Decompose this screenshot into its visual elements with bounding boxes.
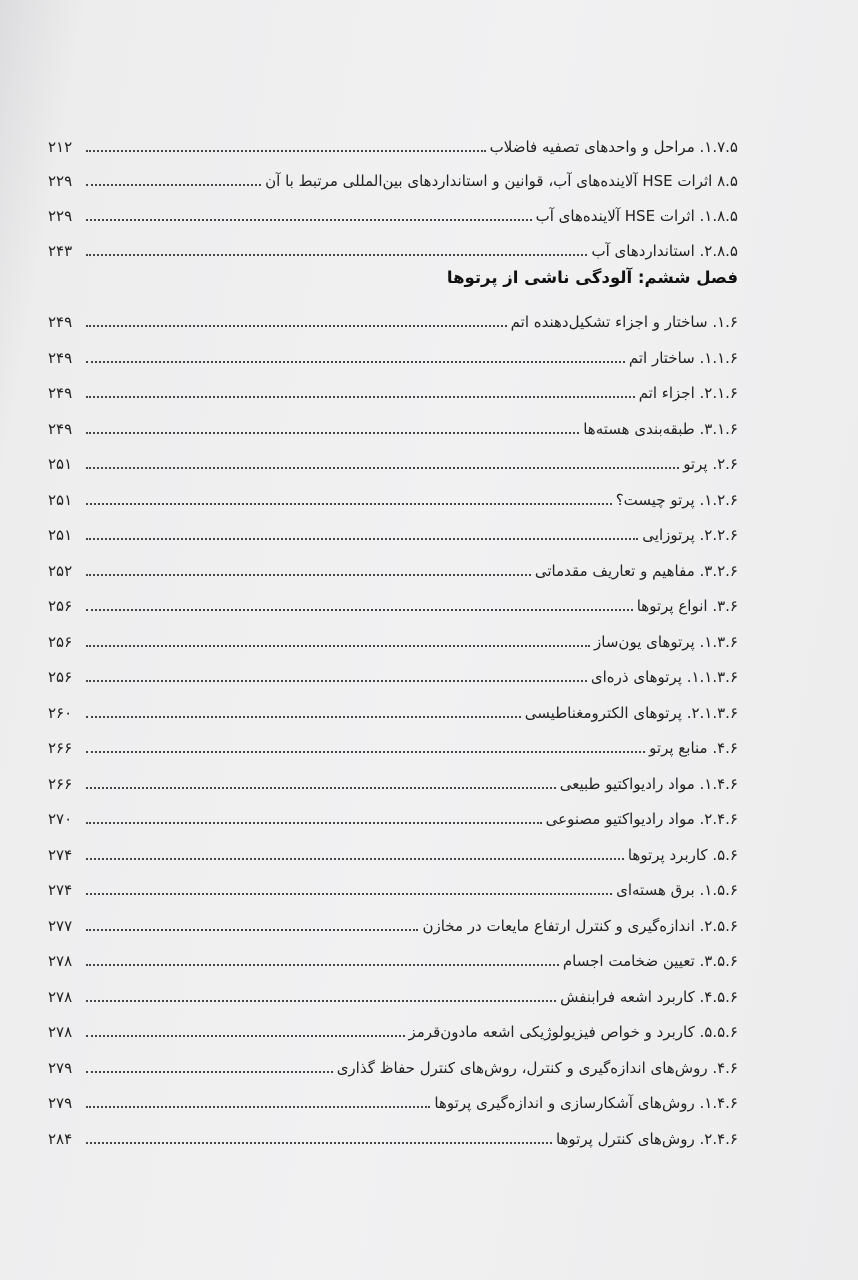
- toc-entry-title: ۴.۵.۶. کاربرد اشعه فرابنفش: [560, 988, 738, 1006]
- toc-entry-page: ۲۷۸: [48, 1023, 73, 1041]
- toc-entry: [48, 232, 738, 262]
- dot-leader: [86, 787, 556, 789]
- toc-entry-page: ۲۵۶: [48, 668, 73, 686]
- dot-leader: [86, 1142, 552, 1144]
- toc-entry-page: ۲۷۴: [48, 881, 73, 899]
- toc-entry-title: ۲.۵.۶. اندازه‌گیری و کنترل ارتفاع مایعات در مخازن: [422, 917, 738, 935]
- toc-entry-title: ۲.۸.۵. استانداردهای آب: [591, 242, 738, 260]
- toc-entry: [48, 552, 738, 582]
- toc-entry-title: ۲.۲.۶. پرتوزایی: [642, 526, 738, 544]
- toc-entry-title: ۳.۵.۶. تعیین ضخامت اجسام: [562, 952, 738, 970]
- toc-entry: [48, 445, 738, 475]
- dot-leader: [86, 858, 624, 860]
- dot-leader: [86, 254, 587, 256]
- dot-leader: [86, 538, 638, 540]
- toc-entry-title: ۲.۶. پرتو: [683, 455, 738, 473]
- toc-entry: [48, 1084, 738, 1114]
- dot-leader: [86, 184, 261, 186]
- toc-entry-page: ۲۵۶: [48, 597, 73, 615]
- dot-leader: [86, 929, 418, 931]
- toc-entry-page: ۲۷۹: [48, 1094, 73, 1112]
- toc-entry: [48, 1049, 738, 1079]
- toc-entry-title: ۳.۱.۶. طبقه‌بندی هسته‌ها: [583, 420, 738, 438]
- toc-entry-page: ۲۵۶: [48, 633, 73, 651]
- toc-entry-title: ۴.۶. منابع پرتو: [649, 739, 738, 757]
- toc-entry: [48, 765, 738, 795]
- toc-entry-title: ۲.۱.۶. اجزاء اتم: [638, 384, 738, 402]
- dot-leader: [86, 964, 559, 966]
- toc-entry-title: ۳.۲.۶. مفاهیم و تعاریف مقدماتی: [534, 562, 738, 580]
- toc-entry-page: ۲۴۳: [48, 242, 73, 260]
- dot-leader: [86, 609, 633, 611]
- toc-entry: [48, 374, 738, 404]
- toc-entry-page: ۲۷۰: [48, 810, 73, 828]
- toc-entry-page: ۲۲۹: [48, 172, 73, 190]
- toc-entry-page: ۲۵۱: [48, 526, 73, 544]
- toc-entry-page: ۲۶۶: [48, 775, 73, 793]
- toc-entry-title: ۴.۶. روش‌های اندازه‌گیری و کنترل، روش‌های کنترل حفاظ گذاری: [336, 1059, 738, 1077]
- dot-leader: [86, 574, 531, 576]
- toc-entry-page: ۲۴۹: [48, 384, 73, 402]
- dot-leader: [86, 822, 542, 824]
- toc-entry-page: ۲۴۹: [48, 420, 73, 438]
- toc-entry: [48, 871, 738, 901]
- toc-entry-page: ۲۷۸: [48, 952, 73, 970]
- toc-entry-title: ۱.۸.۵. اثرات HSE آلاینده‌های آب: [535, 207, 738, 225]
- toc-entry: [48, 658, 738, 688]
- toc-entry-title: ۱.۱.۳.۶. پرتوهای ذره‌ای: [590, 668, 738, 686]
- chapter-title: فصل ششم: آلودگی ناشی از پرتوها: [446, 268, 738, 287]
- toc-entry-title: ۱.۳.۶. پرتوهای یون‌ساز: [594, 633, 738, 651]
- toc-entry: [48, 197, 738, 227]
- toc-entry-title: ۵.۶. کاربرد پرتوها: [627, 846, 738, 864]
- toc-entry-page: ۲۵۱: [48, 455, 73, 473]
- toc-entry: [48, 978, 738, 1008]
- toc-entry: [48, 694, 738, 724]
- dot-leader: [86, 1106, 430, 1108]
- toc-entry-title: ۲.۱.۳.۶. پرتوهای الکترومغناطیسی: [524, 704, 738, 722]
- toc-entry: [48, 729, 738, 759]
- toc-entry: [48, 339, 738, 369]
- toc-entry-page: ۲۵۲: [48, 562, 73, 580]
- toc-entry: [48, 587, 738, 617]
- toc-entry-title: ۱.۱.۶. ساختار اتم: [628, 349, 738, 367]
- dot-leader: [86, 432, 579, 434]
- dot-leader: [86, 1071, 333, 1073]
- toc-entry: [48, 800, 738, 830]
- toc-entry-page: ۲۶۶: [48, 739, 73, 757]
- toc-entry: [48, 410, 738, 440]
- toc-entry-page: ۲۷۸: [48, 988, 73, 1006]
- dot-leader: [86, 361, 625, 363]
- dot-leader: [86, 467, 679, 469]
- toc-entry-page: ۲۵۱: [48, 491, 73, 509]
- dot-leader: [86, 1000, 556, 1002]
- toc-entry-page: ۲۷۴: [48, 846, 73, 864]
- toc-entry: [48, 162, 738, 192]
- dot-leader: [86, 1035, 405, 1037]
- dot-leader: [86, 893, 612, 895]
- toc-entry: [48, 481, 738, 511]
- toc-entry-page: ۲۷۹: [48, 1059, 73, 1077]
- toc-entry-title: ۱.۴.۶. روش‌های آشکارسازی و اندازه‌گیری پرتوها: [434, 1094, 738, 1112]
- dot-leader: [86, 680, 587, 682]
- toc-entry: [48, 836, 738, 866]
- toc-entry-page: ۲۴۹: [48, 313, 73, 331]
- toc-entry-page: ۲۶۰: [48, 704, 73, 722]
- toc-entry-title: ۱.۵.۶. برق هسته‌ای: [616, 881, 738, 899]
- toc-entry: [48, 623, 738, 653]
- toc-entry: [48, 1120, 738, 1150]
- toc-entry-title: ۱.۷.۵. مراحل و واحدهای تصفیه فاضلاب: [489, 138, 738, 156]
- toc-entry-title: ۲.۴.۶. مواد رادیواکتیو مصنوعی: [545, 810, 738, 828]
- toc-entry-title: ۸.۵ اثرات HSE آلاینده‌های آب، قوانین و استانداردهای بین‌المللی مرتبط با آن: [265, 172, 738, 190]
- toc-entry: [48, 907, 738, 937]
- toc-entry-page: ۲۴۹: [48, 349, 73, 367]
- toc-entry: [48, 1013, 738, 1043]
- toc-entry-page: ۲۲۹: [48, 207, 73, 225]
- toc-entry: [48, 516, 738, 546]
- toc-entry-title: ۱.۶. ساختار و اجزاء تشکیل‌دهنده اتم: [510, 313, 738, 331]
- toc-entry-page: ۲۷۷: [48, 917, 73, 935]
- toc-entry: [48, 128, 738, 158]
- dot-leader: [86, 716, 521, 718]
- dot-leader: [86, 150, 486, 152]
- toc-entry-title: ۱.۲.۶. پرتو چیست؟: [615, 491, 738, 509]
- toc-entry: [48, 942, 738, 972]
- toc-entry-title: ۲.۴.۶. روش‌های کنترل پرتوها: [555, 1130, 738, 1148]
- dot-leader: [86, 751, 645, 753]
- toc-entry: [48, 303, 738, 333]
- dot-leader: [86, 396, 635, 398]
- dot-leader: [86, 503, 612, 505]
- dot-leader: [86, 219, 532, 221]
- toc-entry-title: ۳.۶. انواع پرتوها: [636, 597, 738, 615]
- toc-entry-title: ۱.۴.۶. مواد رادیواکتیو طبیعی: [559, 775, 738, 793]
- toc-entry-title: ۵.۵.۶. کاربرد و خواص فیزیولوژیکی اشعه مادون‌قرمز: [408, 1023, 738, 1041]
- toc-entry-page: ۲۸۴: [48, 1130, 73, 1148]
- dot-leader: [86, 645, 590, 647]
- toc-entry-page: ۲۱۲: [48, 138, 73, 156]
- dot-leader: [86, 325, 507, 327]
